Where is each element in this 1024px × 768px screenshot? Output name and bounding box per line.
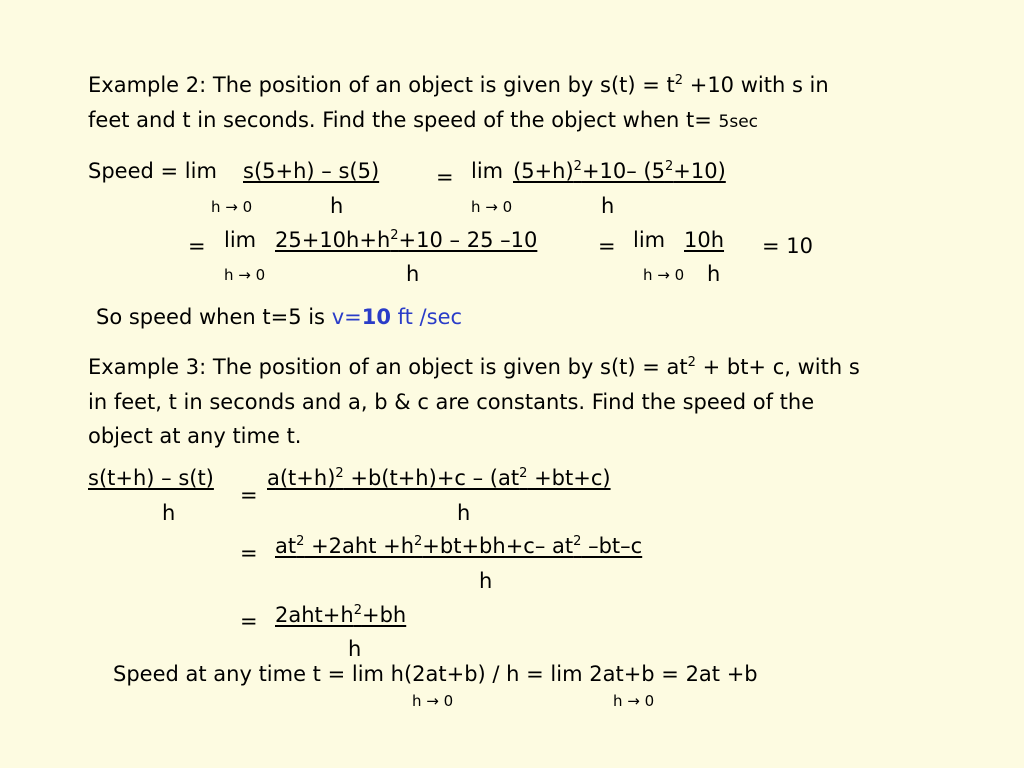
ex3-equals1: =	[240, 483, 258, 507]
ex2-equals1: =	[436, 165, 454, 189]
ex3-lhs-denominator: h	[162, 501, 176, 525]
ex2-limit2: h → 0	[471, 198, 513, 216]
ex2-frac3-numerator: $25+10h+h^2+10 - 25$ –10	[275, 228, 538, 252]
ex2-frac4-denominator: h	[707, 262, 721, 286]
ex3-line2: in feet, t in seconds and a, b & c are constants. Find the speed of the	[88, 390, 815, 414]
ex3-final: Speed at any time t = lim h(2at+b) / h = lim 2at+b = 2at +b	[113, 662, 758, 686]
ex2-lim4: lim	[633, 228, 666, 252]
ex2-lim3: lim	[224, 228, 257, 252]
ex2-conclusion: So speed when t=5 is v=10 ft /sec	[96, 305, 463, 329]
ex3-r3-numerator: $2aht+h^2+bh$	[275, 603, 407, 627]
ex2-frac2-denominator: h	[601, 194, 615, 218]
ex2-equals2: =	[188, 234, 206, 258]
ex3-equals3: =	[240, 609, 258, 633]
ex2-frac1-numerator: s(5+h) – s(5)	[243, 159, 380, 183]
ex2-line1: Example 2: The position of an object is given by $s(t) = t^2 +10$ with s in	[88, 73, 829, 97]
ex2-frac1-denominator: h	[330, 194, 344, 218]
ex3-r3-denominator: h	[348, 637, 362, 661]
ex3-line1: Example 3: The position of an object is given by $s(t) = at^2 + bt+ c$, with s	[88, 355, 860, 379]
ex2-frac3-denominator: h	[406, 262, 420, 286]
ex3-r2-numerator: $at^2 +2aht +h^2+bt+bh+c-$ $at^2$ –bt–c	[275, 534, 643, 558]
ex2-line2: feet and t in seconds. Find the speed of the object when t= 5sec	[88, 108, 759, 132]
ex2-equals3: =	[598, 234, 616, 258]
ex3-r1-numerator: $a(t+h)^2 +b(t+h)+c - (at^2 +bt+c)$	[267, 466, 611, 490]
ex3-final-limit2: h → 0	[613, 692, 655, 710]
ex2-limit4: h → 0	[643, 266, 685, 284]
ex3-lhs-numerator: s(t+h) – s(t)	[88, 466, 214, 490]
ex2-limit3: h → 0	[224, 266, 266, 284]
ex3-r2-denominator: h	[479, 569, 493, 593]
ex2-lim2: lim	[471, 159, 504, 183]
ex2-limit1: h → 0	[211, 198, 253, 216]
ex3-equals2: =	[240, 541, 258, 565]
ex2-frac2-numerator: $(5+h)^2+10-$ $(5^2+10)$	[513, 159, 726, 183]
ex2-frac4-numerator: 10h	[684, 228, 725, 252]
ex3-line3: object at any time t.	[88, 424, 302, 448]
ex3-r1-denominator: h	[457, 501, 471, 525]
ex3-final-limit1: h → 0	[412, 692, 454, 710]
ex2-result: = 10	[762, 234, 813, 258]
speed-label: Speed = lim	[88, 159, 217, 183]
